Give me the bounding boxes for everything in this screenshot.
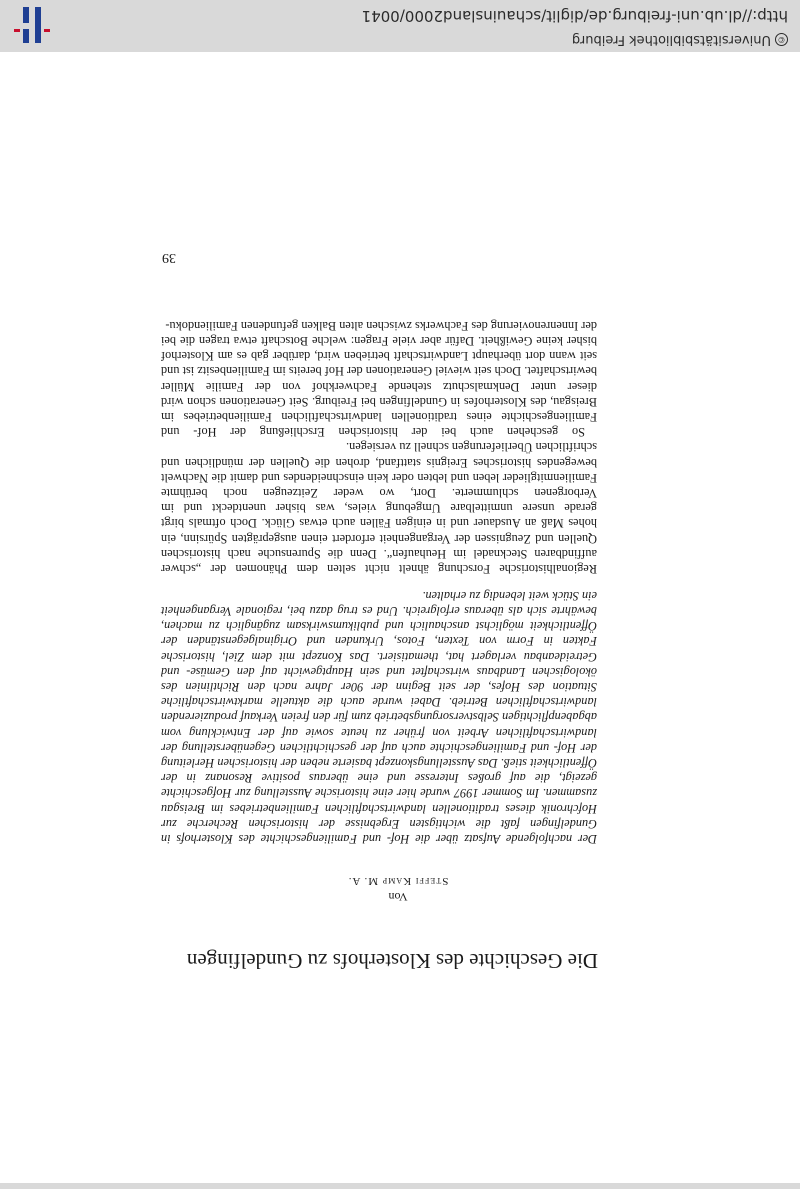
ub-freiburg-logo-icon	[12, 5, 52, 45]
copyright-icon: ©	[775, 33, 788, 46]
footer-credit	[572, 32, 788, 47]
footer-bar	[0, 0, 800, 52]
footer-credit-text: Universitätsbibliothek Freiburg	[571, 32, 771, 47]
body-paragraph-1: Regionalhistorische Forschung ähnelt nicht selten dem Phänomen der „schwer auffindbaren Stecknadel im Heuhaufen“. Denn die Spurensuche nach historischen Quellen und Zeugnissen der Vergangenheit erfordert einen ausgeprägten Spürsinn, ein hohes Maß an Ausdauer und in einigen Fällen auch etwas Glück. Doch oftmals birgt gerade unsere unmittelbare Umgebung vieles, was bisher unentdeckt und im Verborgenen schlummerte. Dort, wo weder Zeitzeugen noch berühmte Familienmitglieder leben und lebten oder kein einschneidendes und damit die Nachwelt bewegendes historisches Ereignis stattfand, drohen die Quellen der mündlichen und schriftlichen Überlieferungen schnell zu versiegen.	[161, 440, 597, 576]
author-name: Steffi Kamp M. A.	[347, 875, 449, 887]
byline-von: Von	[388, 890, 408, 904]
article-abstract: Der nachfolgende Aufsatz über die Hof- und Familiengeschichte des Klosterhofs in Gundelfingen faßt die wichtigsten Ergebnisse der historischen Recherche zur Hofchronik dieses traditionellen landwirtschaftlichen Familienbetriebes im Breisgau zusammen. Im Sommer 1997 wurde hier eine historische Ausstellung zur Hofgeschichte gezeigt, die auf großes Interesse und eine überaus positive Resonanz in der Öffentlichkeit stieß. Das Ausstellungskonzept basierte neben der historischen Herleitung der Hof- und Familiengeschichte auch auf der geschichtlichen Gegenüberstellung der landwirtschaftlichen Arbeit von früher zu heute sowie auf der Entwicklung vom abgabenpflichtigen Selbstversorgungsbetrieb zum für den freien Verkauf produzierenden landwirtschaftlichen Betrieb. Dabei wurde auch die aktuelle marktwirtschaftliche Situation des Hofes, der seit Beginn der 90er Jahre nach den Richtlinien des ökologischen Landbaus wirtschaftet und sein Hauptgewicht auf den Gemüse- und Getreideanbau verlagert hat, thematisiert. Das Konzept mit dem Ziel, historische Fakten in Form von Texten, Fotos, Urkunden und Originalgegenständen der Öffentlichkeit möglichst anschaulich und publikumswirksam zugänglich zu machen, bewährte sich als überaus erfolgreich. Und es trug dazu bei, regionale Vergangenheit ein Stück weit lebendig zu erhalten.	[161, 588, 597, 846]
body-paragraph-2: So geschehen auch bei der historischen Erschließung der Hof- und Familiengeschichte eines traditionellen landwirtschaftlichen Familienbetriebes im Breisgau, des Klosterhofes in Gundelfingen bei Freiburg. Seit Generationen schon wird dieser unter Denkmalschutz stehende Fachwerkhof von der Familie Müller bewirtschaftet. Doch seit wieviel Generationen der Hof bereits im Familienbesitz ist und seit wann dort überhaupt Landwirtschaft betrieben wird, darüber gab es am Klosterhof bisher keine Gewißheit. Dafür aber viele Fragen: welche Botschaft etwa tragen die bei der Innenrenovierung des Fachwerks zwischen alten Balken gefundenen Familiendoku-	[161, 318, 597, 440]
scanned-page	[0, 52, 800, 1189]
article-body	[161, 318, 597, 576]
article-title: Die Geschichte des Klosterhofs zu Gundelfingen	[186, 949, 598, 973]
page-number: 39	[162, 250, 176, 265]
footer-url[interactable]: http://dl.ub.uni-freiburg.de/diglit/schauinsland2000/0041	[361, 7, 788, 25]
